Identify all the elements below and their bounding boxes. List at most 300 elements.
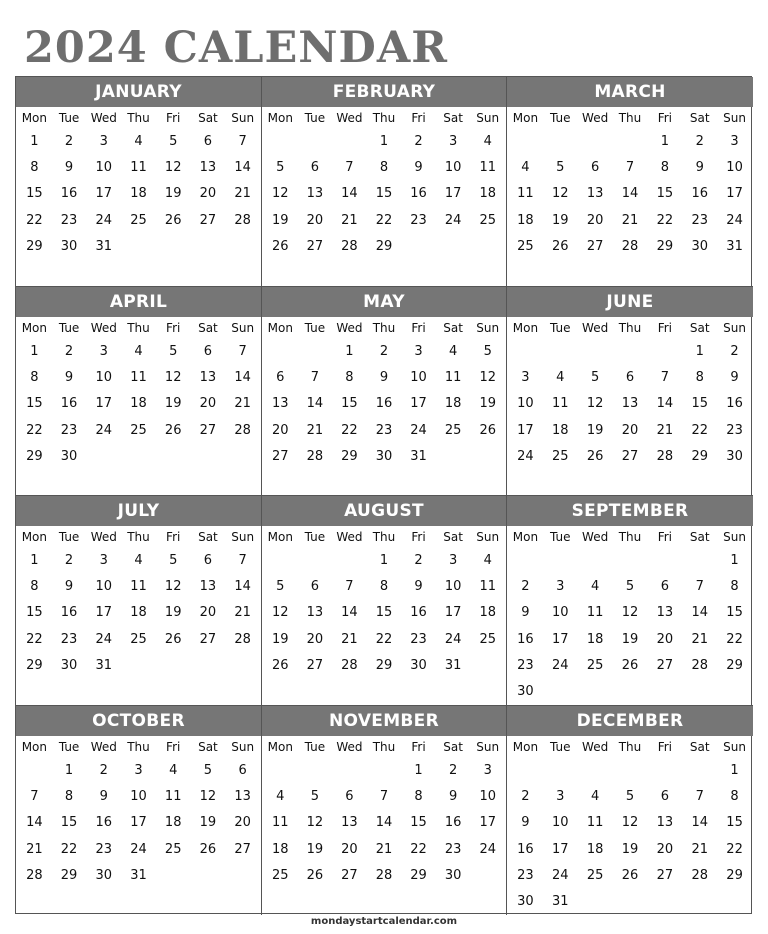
- day-cell: 25: [272, 867, 289, 883]
- day-cell: 3: [134, 763, 143, 778]
- day-cell: [647, 758, 682, 784]
- day-cell: 2: [414, 553, 423, 568]
- day-cell: 31: [726, 238, 743, 254]
- day-cell: 21: [691, 631, 708, 647]
- day-cell: [156, 234, 191, 260]
- day-cell: 16: [95, 815, 113, 831]
- weekday-label: Thu: [372, 111, 396, 125]
- week-row: [507, 365, 753, 391]
- day-cell: 2: [730, 344, 739, 359]
- day-cell: 9: [379, 370, 389, 386]
- weekday-row: [262, 526, 506, 548]
- day-cell: 4: [556, 370, 565, 386]
- day-cell: [613, 129, 648, 155]
- day-cell: [401, 234, 436, 260]
- day-cell: [191, 653, 226, 679]
- day-cell: 8: [30, 160, 39, 176]
- day-cell: 19: [164, 396, 182, 412]
- day-cell: 25: [130, 212, 147, 228]
- day-cell: 11: [130, 160, 147, 176]
- weekday-label: Sat: [198, 530, 218, 544]
- month-february: [262, 77, 507, 287]
- day-cell: 5: [625, 789, 635, 805]
- day-cell: 9: [99, 789, 108, 805]
- weekday-label: Wed: [336, 740, 363, 754]
- day-cell: 18: [130, 396, 147, 412]
- day-cell: 10: [95, 160, 113, 176]
- week-row: [262, 339, 506, 365]
- day-cell: 22: [410, 841, 427, 857]
- day-cell: 16: [60, 186, 78, 202]
- day-cell: 26: [199, 841, 217, 857]
- day-cell: 19: [164, 605, 182, 621]
- month-september: [507, 496, 753, 706]
- weekday-label: Fri: [411, 321, 426, 335]
- day-cell: 27: [656, 867, 674, 883]
- day-cell: 28: [234, 422, 251, 438]
- weekday-label: Tue: [550, 321, 571, 335]
- day-cell: 9: [64, 579, 74, 595]
- day-cell: 21: [306, 422, 324, 438]
- weekday-label: Sat: [198, 111, 218, 125]
- day-cell: 13: [341, 815, 358, 831]
- day-cell: [263, 129, 298, 155]
- day-cell: 30: [60, 448, 78, 464]
- day-cell: 23: [95, 841, 113, 857]
- day-cell: [647, 339, 682, 365]
- day-cell: [263, 758, 298, 784]
- day-cell: 30: [410, 657, 427, 673]
- day-cell: 19: [272, 212, 289, 228]
- day-cell: 8: [30, 370, 39, 386]
- week-row: [262, 837, 506, 863]
- day-cell: 27: [272, 448, 289, 464]
- weekday-label: Tue: [550, 111, 571, 125]
- weekday-row: [16, 526, 261, 548]
- day-cell: 30: [444, 867, 462, 883]
- week-row: [507, 574, 753, 600]
- footer-website: mondaystartcalendar.com: [310, 916, 458, 927]
- day-cell: 2: [64, 344, 74, 359]
- day-cell: 17: [479, 815, 496, 831]
- day-cell: 21: [341, 212, 358, 228]
- day-cell: 22: [656, 212, 674, 228]
- day-cell: 10: [95, 370, 113, 386]
- day-cell: 29: [26, 238, 43, 254]
- day-cell: 12: [306, 815, 324, 831]
- weekday-label: Sun: [231, 321, 255, 335]
- weekday-label: Sun: [231, 740, 255, 754]
- day-cell: 2: [695, 134, 704, 149]
- day-cell: 28: [234, 631, 251, 647]
- day-cell: 14: [691, 815, 708, 831]
- week-row: [507, 181, 753, 207]
- day-cell: 16: [375, 396, 393, 412]
- day-cell: 2: [379, 344, 389, 359]
- day-cell: 19: [199, 815, 217, 831]
- day-cell: 6: [660, 789, 669, 805]
- day-cell: 25: [479, 212, 496, 228]
- week-row: [507, 600, 753, 626]
- weekday-label: Sat: [443, 321, 463, 335]
- day-cell: 1: [379, 553, 389, 568]
- day-cell: 20: [199, 186, 217, 202]
- day-cell: 27: [341, 867, 358, 883]
- day-cell: 28: [341, 238, 358, 254]
- day-cell: 17: [444, 605, 462, 621]
- day-cell: 13: [199, 579, 217, 595]
- day-cell: 4: [448, 344, 458, 359]
- day-cell: 2: [448, 763, 458, 778]
- day-cell: 3: [556, 789, 565, 805]
- day-cell: 15: [410, 815, 427, 831]
- weekday-label: Sun: [231, 111, 255, 125]
- day-cell: 28: [234, 212, 251, 228]
- weekday-label: Wed: [582, 321, 609, 335]
- day-cell: 22: [341, 422, 358, 438]
- weekday-label: Tue: [304, 111, 326, 125]
- weekday-row: [16, 317, 261, 339]
- week-row: [262, 181, 506, 207]
- day-cell: 3: [414, 344, 423, 359]
- day-cell: 18: [164, 815, 182, 831]
- day-cell: [682, 679, 717, 705]
- day-cell: [121, 234, 156, 260]
- month-june: [507, 287, 753, 496]
- day-cell: 6: [590, 160, 600, 176]
- day-cell: 20: [199, 396, 217, 412]
- day-cell: 27: [656, 657, 674, 673]
- day-cell: [578, 129, 613, 155]
- week-row: [507, 339, 753, 365]
- day-cell: 4: [134, 344, 143, 359]
- day-cell: 10: [552, 815, 569, 831]
- day-cell: 14: [234, 160, 251, 176]
- week-row: [507, 810, 753, 836]
- day-cell: 7: [695, 789, 704, 805]
- day-cell: [191, 234, 226, 260]
- day-cell: 7: [660, 370, 669, 386]
- day-cell: 16: [410, 186, 427, 202]
- week-row: [16, 784, 261, 810]
- weekday-label: Tue: [304, 740, 326, 754]
- day-cell: 10: [444, 160, 462, 176]
- day-cell: [647, 548, 682, 574]
- day-cell: 20: [621, 422, 639, 438]
- day-cell: 23: [410, 631, 427, 647]
- day-cell: 22: [375, 212, 393, 228]
- weekday-label: Sun: [476, 740, 500, 754]
- weekday-label: Sun: [723, 321, 746, 335]
- day-cell: 23: [517, 867, 534, 883]
- day-cell: 7: [238, 134, 247, 149]
- day-cell: 1: [730, 553, 739, 568]
- day-cell: 29: [726, 867, 743, 883]
- day-cell: 13: [272, 396, 289, 412]
- week-row: [262, 391, 506, 417]
- day-cell: 5: [625, 579, 635, 595]
- week-row: [16, 574, 261, 600]
- week-row: [262, 863, 506, 889]
- weekday-label: Wed: [90, 321, 117, 335]
- day-cell: 8: [64, 789, 74, 805]
- day-cell: 19: [306, 841, 324, 857]
- day-cell: 12: [164, 579, 182, 595]
- day-cell: 28: [341, 657, 358, 673]
- week-row: [262, 155, 506, 181]
- day-cell: 18: [444, 396, 462, 412]
- day-cell: 19: [552, 212, 569, 228]
- weekday-label: Fri: [657, 530, 672, 544]
- day-cell: 1: [695, 344, 704, 359]
- day-cell: 10: [552, 605, 569, 621]
- day-cell: 14: [621, 186, 639, 202]
- weekday-label: Wed: [90, 111, 117, 125]
- day-cell: 22: [26, 212, 43, 228]
- day-cell: 25: [130, 422, 147, 438]
- day-cell: 21: [26, 841, 43, 857]
- weekday-label: Thu: [372, 740, 396, 754]
- day-cell: 22: [691, 422, 708, 438]
- day-cell: [647, 679, 682, 705]
- weekday-label: Wed: [582, 740, 609, 754]
- day-cell: 13: [656, 605, 674, 621]
- day-cell: 31: [552, 893, 569, 909]
- weekday-label: Sat: [443, 111, 463, 125]
- day-cell: 2: [64, 553, 74, 568]
- day-cell: 24: [95, 422, 113, 438]
- day-cell: [225, 653, 260, 679]
- day-cell: 21: [234, 186, 251, 202]
- day-cell: 22: [26, 422, 43, 438]
- day-cell: [367, 758, 402, 784]
- day-cell: 3: [99, 553, 108, 568]
- weekday-label: Thu: [618, 321, 642, 335]
- day-cell: 30: [375, 448, 393, 464]
- day-cell: 21: [341, 631, 358, 647]
- day-cell: 25: [552, 448, 569, 464]
- weekday-label: Tue: [58, 740, 80, 754]
- day-cell: 5: [276, 579, 285, 595]
- day-cell: [578, 339, 613, 365]
- weekday-row: [262, 317, 506, 339]
- weekday-label: Thu: [127, 111, 150, 125]
- month-header: OCTOBER: [16, 706, 261, 736]
- day-cell: 22: [60, 841, 78, 857]
- week-row: [262, 418, 506, 444]
- weekday-label: Thu: [618, 530, 642, 544]
- day-cell: 1: [414, 763, 423, 778]
- day-cell: 24: [552, 657, 569, 673]
- weekday-label: Tue: [550, 530, 571, 544]
- day-cell: 15: [26, 605, 43, 621]
- weekday-label: Wed: [582, 111, 609, 125]
- week-row: [16, 758, 261, 784]
- weekday-label: Fri: [166, 740, 181, 754]
- day-cell: 7: [379, 789, 389, 805]
- day-cell: 24: [479, 841, 496, 857]
- day-cell: 22: [726, 841, 743, 857]
- day-cell: 28: [691, 657, 708, 673]
- weekday-label: Thu: [127, 530, 150, 544]
- day-cell: 1: [30, 134, 39, 149]
- day-cell: 26: [621, 657, 639, 673]
- day-cell: 11: [130, 579, 147, 595]
- day-cell: 15: [26, 396, 43, 412]
- day-cell: 6: [203, 134, 213, 149]
- day-cell: 1: [30, 344, 39, 359]
- day-cell: [578, 889, 613, 915]
- day-cell: 6: [203, 553, 213, 568]
- day-cell: [508, 339, 543, 365]
- day-cell: 5: [276, 160, 285, 176]
- day-cell: 17: [95, 396, 113, 412]
- day-cell: 8: [730, 789, 739, 805]
- day-cell: [508, 758, 543, 784]
- day-cell: 29: [26, 448, 43, 464]
- day-cell: 18: [479, 186, 496, 202]
- day-cell: 6: [203, 344, 213, 359]
- page-title: 2024 CALENDAR: [24, 23, 448, 73]
- day-cell: 5: [483, 344, 492, 359]
- day-cell: 7: [695, 579, 704, 595]
- day-cell: [436, 444, 471, 470]
- day-cell: [682, 548, 717, 574]
- day-cell: 23: [60, 422, 78, 438]
- day-cell: 12: [586, 396, 604, 412]
- day-cell: 17: [517, 422, 534, 438]
- weekday-label: Mon: [512, 740, 539, 754]
- day-cell: 10: [726, 160, 743, 176]
- weekday-label: Tue: [58, 321, 80, 335]
- weekday-label: Mon: [21, 530, 47, 544]
- weekday-label: Wed: [336, 530, 363, 544]
- day-cell: [436, 234, 471, 260]
- day-cell: [191, 444, 226, 470]
- day-cell: 4: [169, 763, 178, 778]
- day-cell: 7: [30, 789, 39, 805]
- day-cell: 12: [272, 605, 289, 621]
- day-cell: 13: [656, 815, 674, 831]
- day-cell: 26: [272, 238, 289, 254]
- day-cell: 29: [691, 448, 708, 464]
- day-cell: 9: [64, 370, 74, 386]
- day-cell: [578, 679, 613, 705]
- day-cell: 20: [656, 631, 674, 647]
- day-cell: 12: [552, 186, 569, 202]
- day-cell: 24: [95, 631, 113, 647]
- weekday-label: Sat: [689, 530, 710, 544]
- weekday-row: [262, 736, 506, 758]
- day-cell: 29: [726, 657, 743, 673]
- day-cell: 13: [621, 396, 639, 412]
- week-row: [507, 234, 753, 260]
- weekday-label: Sat: [443, 530, 463, 544]
- weekday-label: Tue: [304, 321, 326, 335]
- week-row: [507, 129, 753, 155]
- day-cell: 14: [26, 815, 43, 831]
- day-cell: 22: [26, 631, 43, 647]
- day-cell: 1: [379, 134, 389, 149]
- day-cell: 31: [410, 448, 427, 464]
- weekday-label: Thu: [618, 111, 642, 125]
- day-cell: 14: [341, 605, 358, 621]
- day-cell: 19: [621, 841, 639, 857]
- day-cell: 18: [586, 841, 604, 857]
- day-cell: 13: [199, 160, 217, 176]
- day-cell: 17: [130, 815, 147, 831]
- day-cell: 10: [479, 789, 496, 805]
- day-cell: 4: [134, 134, 143, 149]
- week-row: [262, 208, 506, 234]
- day-cell: 11: [164, 789, 182, 805]
- day-cell: 8: [660, 160, 669, 176]
- day-cell: 21: [234, 605, 251, 621]
- month-header: APRIL: [16, 287, 261, 317]
- day-cell: [470, 863, 505, 889]
- day-cell: 3: [521, 370, 530, 386]
- day-cell: 29: [60, 867, 78, 883]
- weekday-label: Fri: [657, 111, 672, 125]
- week-row: [16, 365, 261, 391]
- day-cell: 9: [414, 579, 423, 595]
- day-cell: 28: [375, 867, 393, 883]
- day-cell: 29: [375, 657, 393, 673]
- day-cell: 15: [26, 186, 43, 202]
- day-cell: 14: [306, 396, 324, 412]
- day-cell: 1: [660, 134, 669, 149]
- day-cell: 14: [375, 815, 393, 831]
- day-cell: 15: [726, 605, 743, 621]
- week-row: [16, 418, 261, 444]
- day-cell: 26: [164, 631, 182, 647]
- weekday-label: Sun: [476, 111, 500, 125]
- day-cell: 26: [621, 867, 639, 883]
- day-cell: 25: [517, 238, 534, 254]
- week-row: [507, 444, 753, 470]
- day-cell: 30: [726, 448, 743, 464]
- day-cell: 15: [375, 605, 393, 621]
- day-cell: 23: [375, 422, 393, 438]
- weekday-label: Wed: [336, 111, 363, 125]
- day-cell: 3: [99, 134, 108, 149]
- day-cell: 11: [444, 370, 462, 386]
- day-cell: [225, 444, 260, 470]
- day-cell: 18: [552, 422, 569, 438]
- week-row: [507, 863, 753, 889]
- day-cell: 6: [276, 370, 285, 386]
- day-cell: 16: [517, 841, 534, 857]
- day-cell: 5: [590, 370, 600, 386]
- day-cell: 14: [234, 579, 251, 595]
- week-row: [507, 784, 753, 810]
- day-cell: 25: [479, 631, 496, 647]
- day-cell: 13: [199, 370, 217, 386]
- day-cell: 1: [345, 344, 354, 359]
- day-cell: 18: [130, 186, 147, 202]
- day-cell: [470, 444, 505, 470]
- day-cell: 18: [586, 631, 604, 647]
- week-row: [507, 679, 753, 705]
- day-cell: 28: [621, 238, 639, 254]
- weekday-row: [16, 736, 261, 758]
- weekday-label: Tue: [58, 530, 80, 544]
- month-march: [507, 77, 753, 287]
- day-cell: 9: [64, 160, 74, 176]
- day-cell: 7: [345, 579, 354, 595]
- month-july: [16, 496, 262, 706]
- day-cell: 29: [26, 657, 43, 673]
